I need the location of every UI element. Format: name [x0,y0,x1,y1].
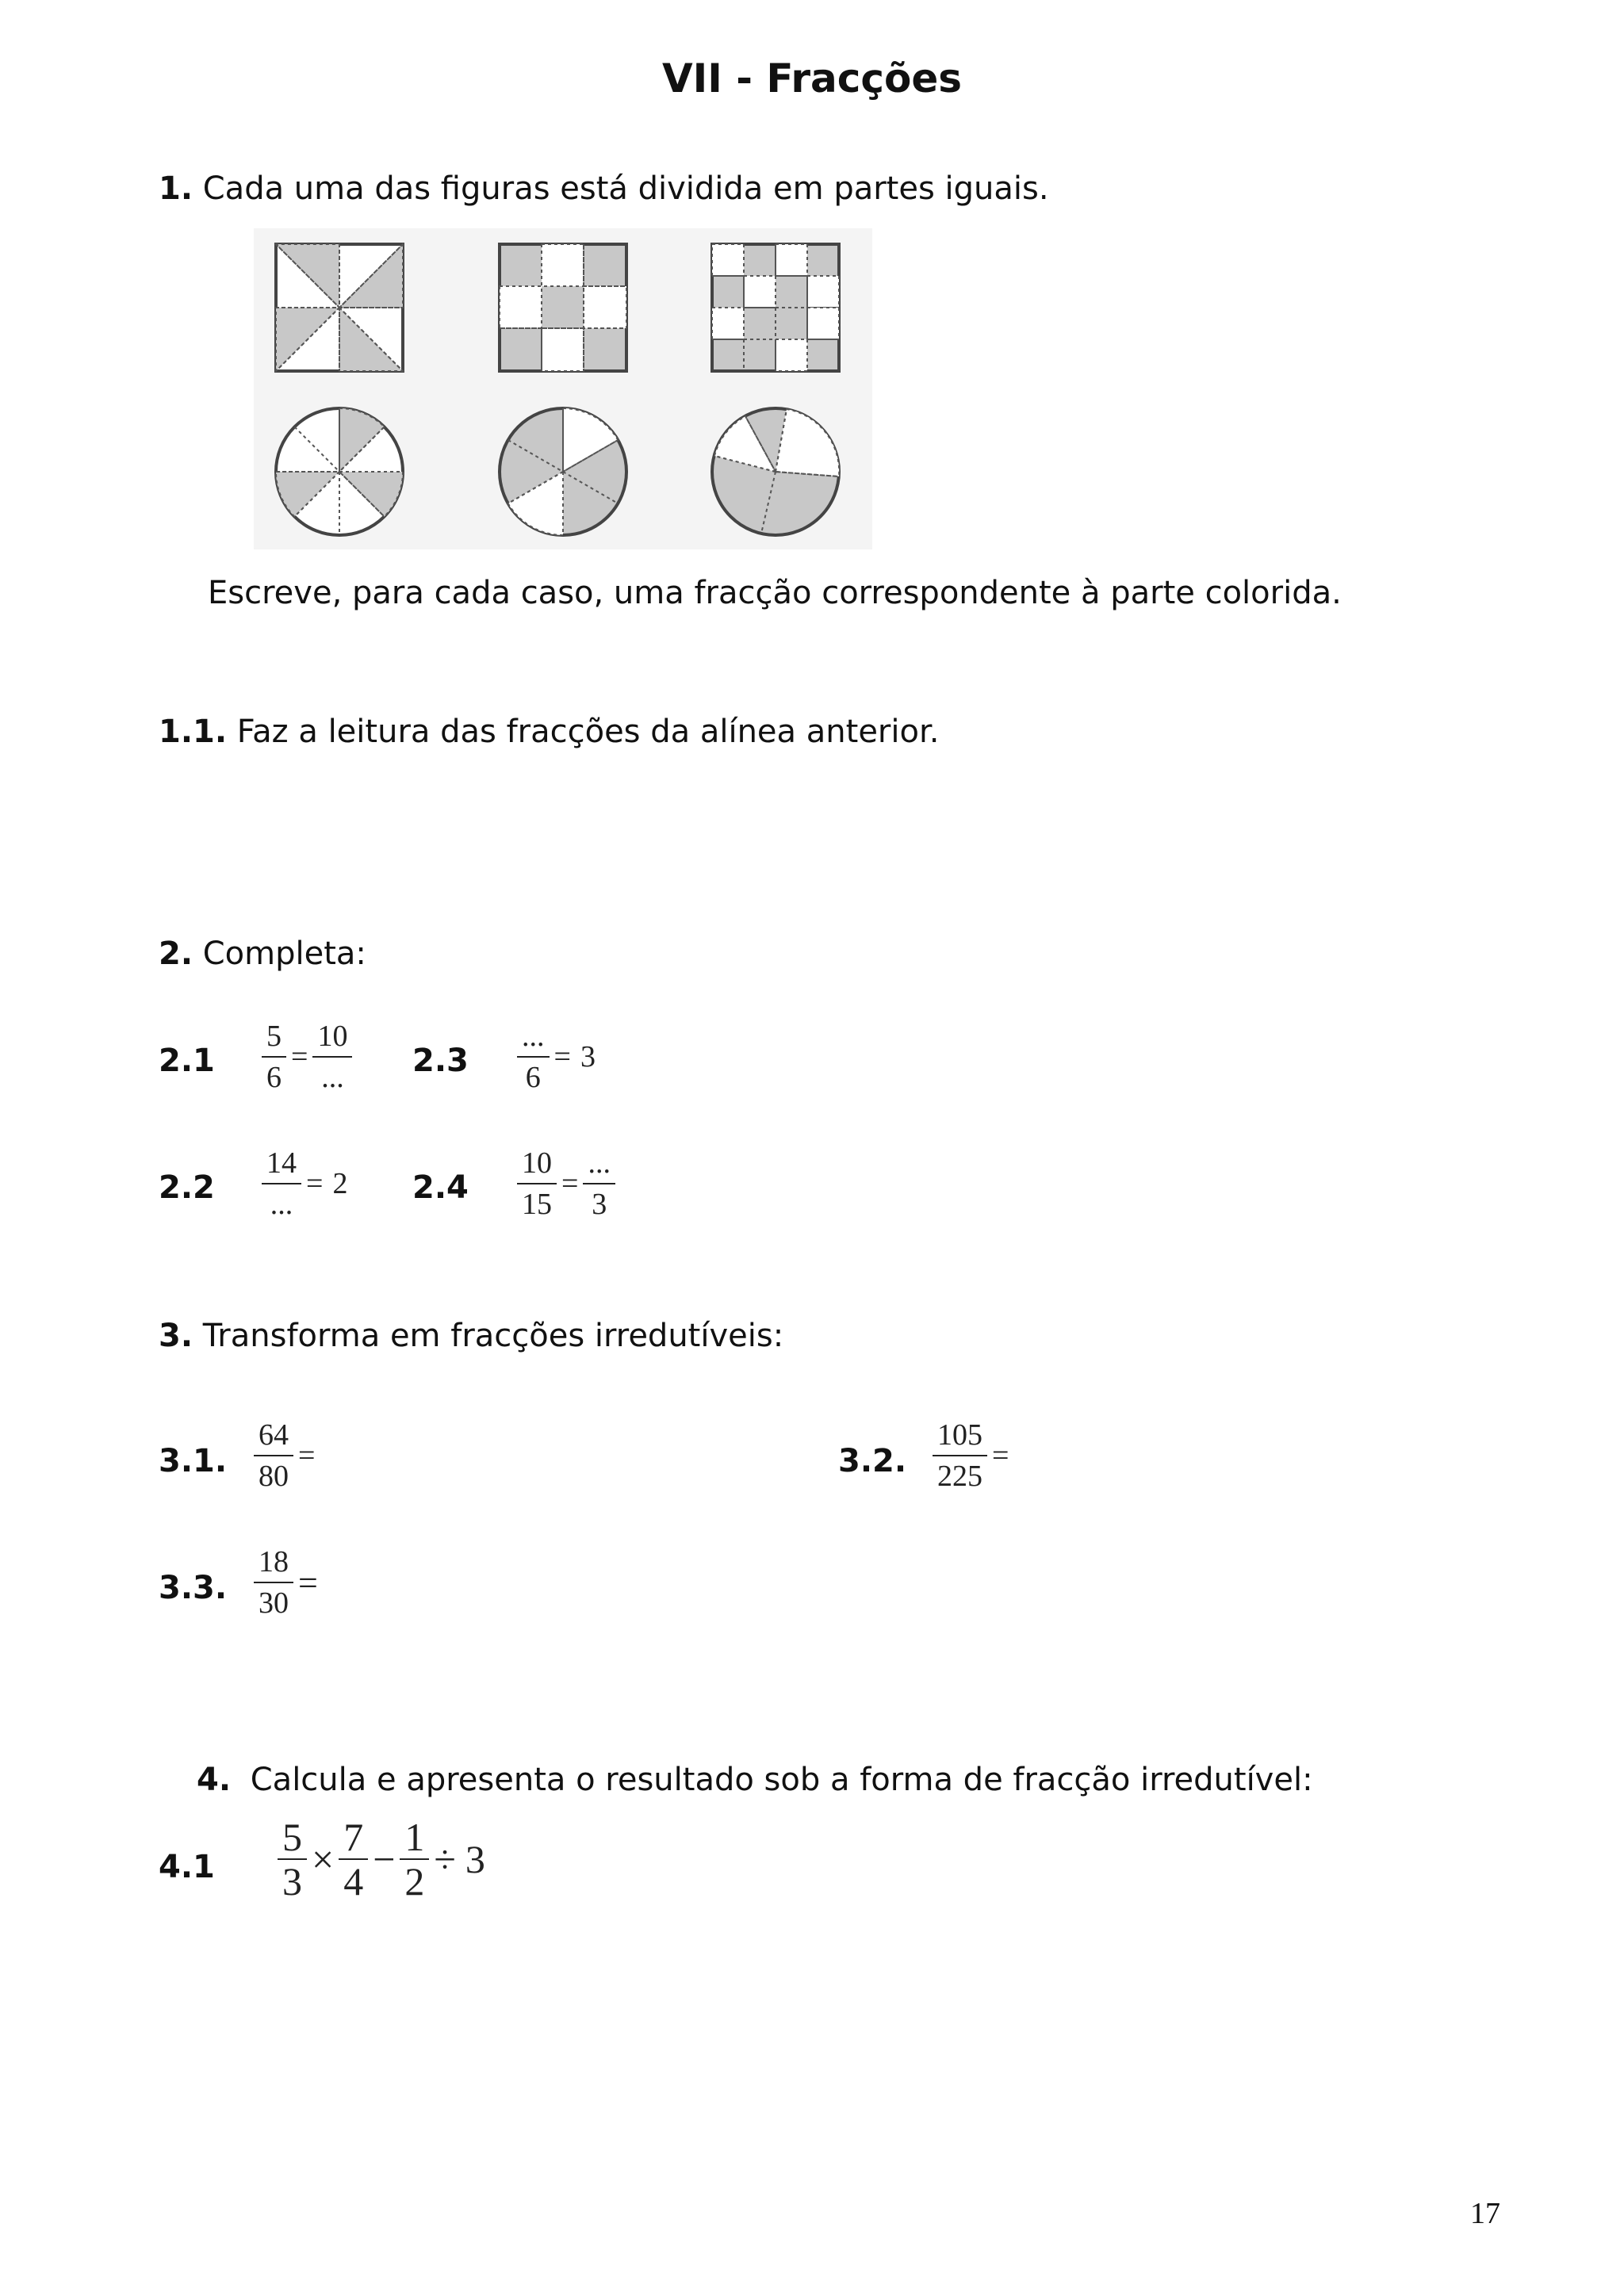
square-figure-2 [500,244,626,371]
fraction: $\frac{5}{3}$ [278,1816,307,1903]
equation-4-1: $\frac{5}{3}$ × $\frac{7}{4}$ − $\frac{1}{2}$ ÷ 3 [278,1816,490,1903]
fraction: $\frac{105}{225}$ [933,1415,987,1496]
fraction: ... 3 [583,1143,615,1224]
fraction: ... 6 [517,1016,550,1097]
question-text: Completa: [202,936,366,972]
item-label: 2.3 [412,1043,469,1079]
square-figure-1 [276,244,403,371]
fraction-figures [254,228,872,549]
figures-illustration [254,228,872,549]
item-label: 2.1 [159,1043,215,1079]
item-label: 3.1. [159,1443,228,1479]
question-3 [159,1318,783,1354]
question-text: Cada uma das figuras está dividida em partes iguais. [202,170,1049,207]
item-label: 4.1 [159,1849,215,1885]
item-label: 3.3. [159,1570,228,1606]
fraction: $\frac{64}{80}$ [254,1415,293,1496]
page-title: VII - Fracções [661,55,963,101]
equation-2-2: 14 ... = 2 [262,1143,352,1224]
question-number: 1. [159,170,193,207]
question-number: 1.1. [159,714,228,750]
fraction: $\frac{5}{6}$ [262,1016,286,1097]
equation-2-1: $\frac{5}{6}$ = 10 ... [262,1016,352,1097]
circle-figure-2 [500,408,626,535]
circle-figure-1 [276,408,403,535]
equation-3-1: $\frac{64}{80}$ = [254,1415,320,1496]
square-figure-3 [712,244,839,371]
question-1-1 [159,714,939,750]
question-2 [159,936,366,972]
question-text: Transforma em fracções irredutíveis: [202,1318,784,1354]
question-text: Calcula e apresenta o resultado sob a forma de fracção irredutível: [250,1762,1313,1798]
fraction: $\frac{1}{2}$ [400,1816,429,1903]
question-1-instruction: Escreve, para cada caso, uma fracção correspondente à parte colorida. [208,575,1342,611]
fraction: 10 ... [312,1016,352,1097]
item-label: 3.2. [838,1443,907,1479]
question-number: 2. [159,936,193,972]
fraction: 14 ... [262,1143,301,1224]
equation-3-3: $\frac{18}{30}$ = [254,1542,323,1623]
equation-2-3: ... 6 = 3 [517,1016,600,1097]
question-4 [197,1762,1313,1798]
question-number: 4. [197,1762,232,1798]
circle-figure-3 [712,408,839,535]
fraction: $\frac{18}{30}$ [254,1542,293,1623]
question-1 [159,170,1049,207]
question-text: Faz a leitura das fracções da alínea anterior. [236,714,940,750]
fraction: $\frac{7}{4}$ [339,1816,368,1903]
equation-3-2: $\frac{105}{225}$ = [933,1415,1013,1496]
item-label: 2.2 [159,1169,215,1206]
fraction: $\frac{10}{15}$ [517,1143,557,1224]
page-number: 17 [1470,2197,1500,2230]
item-label: 2.4 [412,1169,469,1206]
equation-2-4: $\frac{10}{15}$ = ... 3 [517,1143,615,1224]
question-number: 3. [159,1318,193,1354]
